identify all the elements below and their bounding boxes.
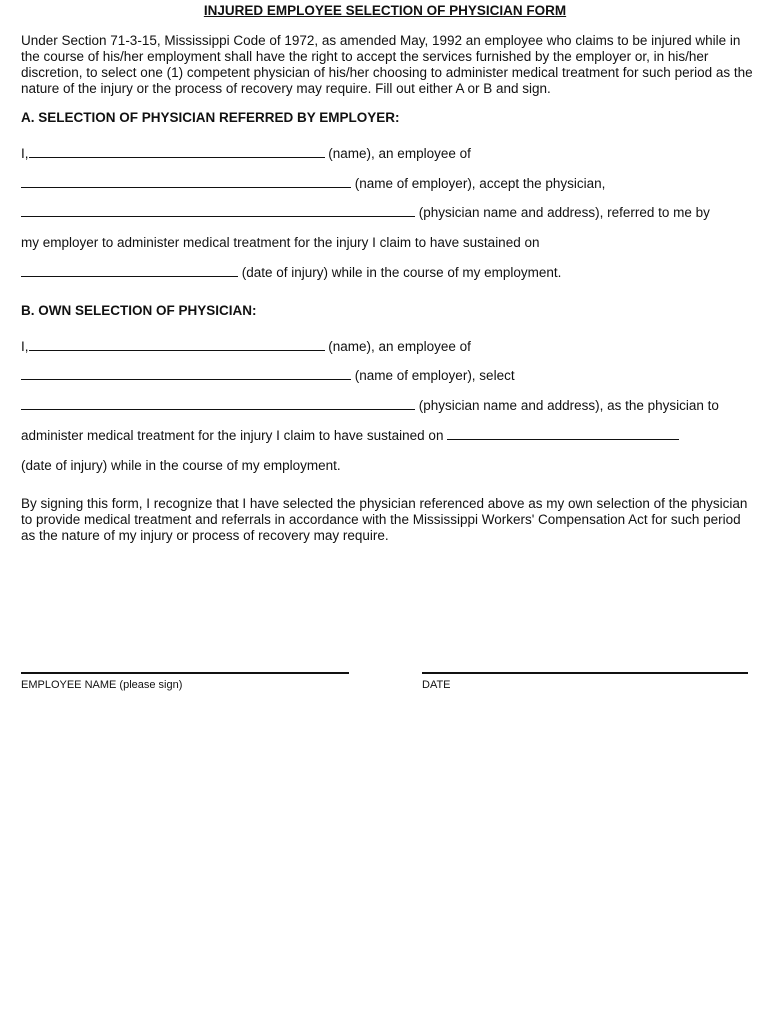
section-a-employee-name-field[interactable] (29, 146, 325, 158)
section-a-line-1 (21, 146, 471, 161)
section-b-line-5: (date of injury) while in the course of my employment. (21, 458, 341, 473)
section-b-employee-name-field[interactable] (29, 339, 325, 351)
section-a-heading: A. SELECTION OF PHYSICIAN REFERRED BY EMPLOYER: (21, 110, 400, 125)
section-b-employer-label: (name of employer), select (354, 368, 515, 383)
date-signature-label: DATE (422, 679, 451, 691)
date-signature-line[interactable] (422, 672, 748, 674)
section-b-date-field[interactable] (447, 428, 679, 440)
section-b-line-3 (21, 398, 719, 413)
employee-signature-label: EMPLOYEE NAME (please sign) (21, 679, 183, 691)
acknowledgement-paragraph: By signing this form, I recognize that I have selected the physician referenced above as my own selection of the physician to provide medical treatment and referrals in accordance with the Mississippi Workers' Compensation Act for such period as the nature of my injury or process of recovery may require. (21, 496, 748, 543)
form-title: INJURED EMPLOYEE SELECTION OF PHYSICIAN FORM (203, 3, 567, 18)
section-b-line-4 (21, 428, 679, 443)
section-a-line-5 (21, 265, 561, 280)
section-b-line-1 (21, 339, 471, 354)
section-a-name-prefix: I, (21, 146, 29, 161)
intro-paragraph: Under Section 71-3-15, Mississippi Code of 1972, as amended May, 1992 an employee who claims to be injured while in the course of his/her employment shall have the right to accept the services furnished by the employer or, in his/her discretion, to select one (1) competent physician of his/her choosing to administer medical treatment for such period as the nature of the injury or the process of recovery may require. Fill out either A or B and sign. (21, 33, 753, 96)
employee-signature-line[interactable] (21, 672, 349, 674)
section-a-date-field[interactable] (21, 265, 238, 277)
section-a-line-3 (21, 205, 710, 220)
section-b-injury-text: administer medical treatment for the injury I claim to have sustained on (21, 428, 444, 443)
section-b-heading: B. OWN SELECTION OF PHYSICIAN: (21, 303, 257, 318)
section-b-name-prefix: I, (21, 339, 29, 354)
section-b-name-label: (name), an employee of (328, 339, 471, 354)
section-b-employer-field[interactable] (21, 368, 351, 380)
section-b-physician-field[interactable] (21, 398, 415, 410)
section-a-physician-field[interactable] (21, 205, 415, 217)
section-b-physician-label: (physician name and address), as the physician to (418, 398, 719, 413)
section-a-line-4: my employer to administer medical treatment for the injury I claim to have sustained on (21, 235, 540, 250)
section-a-employer-field[interactable] (21, 176, 351, 188)
section-a-name-label: (name), an employee of (328, 146, 471, 161)
section-a-date-label: (date of injury) while in the course of my employment. (241, 265, 562, 280)
section-a-employer-label: (name of employer), accept the physician, (354, 176, 606, 191)
section-a-line-2 (21, 176, 605, 191)
section-b-line-2 (21, 368, 515, 383)
section-a-physician-label: (physician name and address), referred to me by (418, 205, 710, 220)
